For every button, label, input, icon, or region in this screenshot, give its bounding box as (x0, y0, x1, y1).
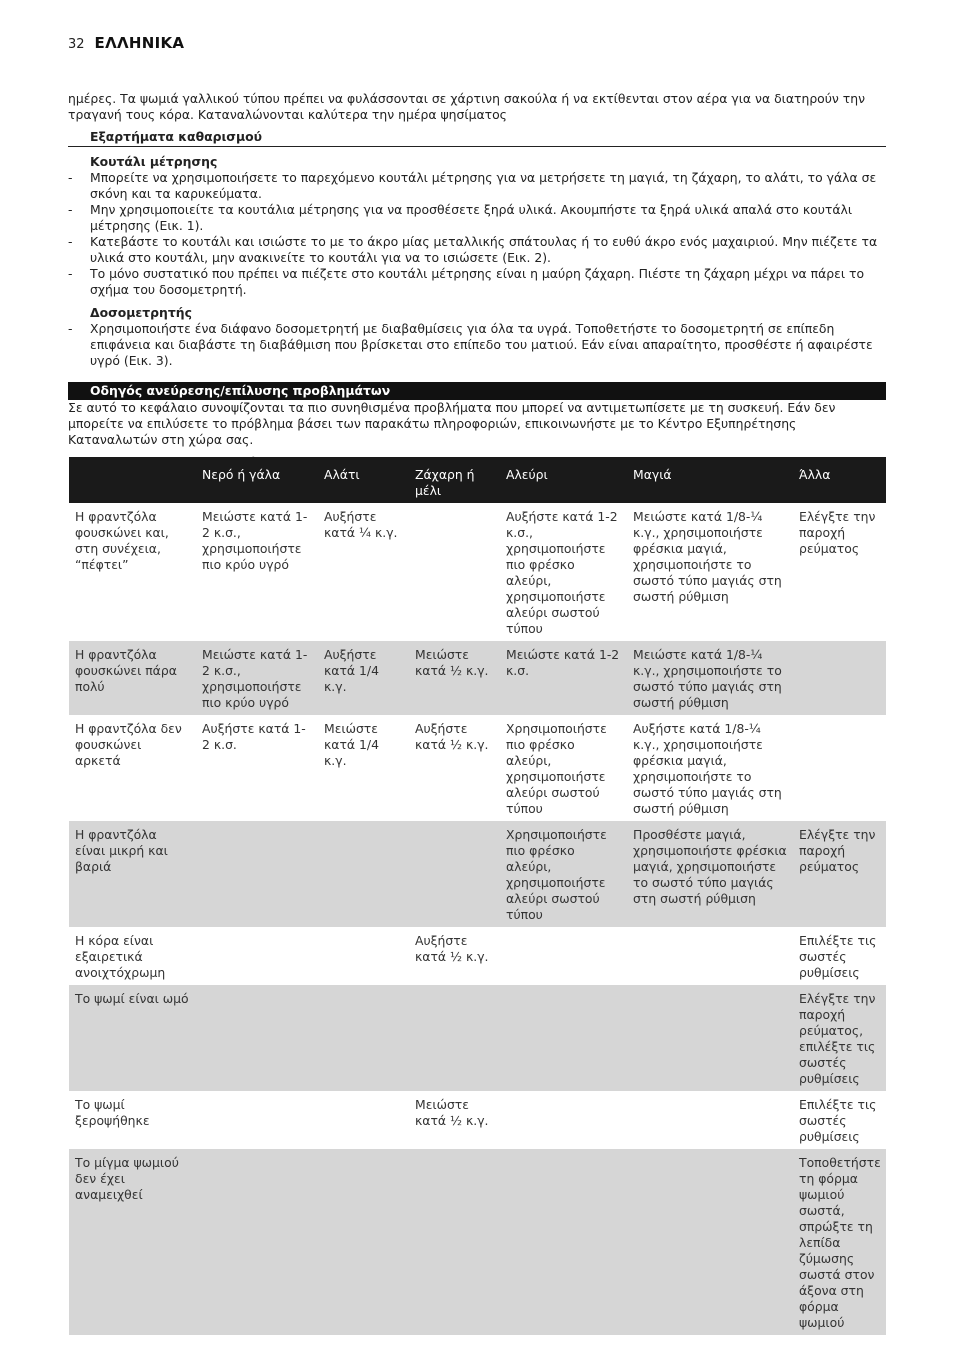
table-cell (318, 1091, 409, 1149)
table-cell: Μειώστε κατά 1-2 κ.σ., χρησιμοποιήστε πιο κρύο υγρό (202, 509, 308, 572)
table-cell: Προσθέστε μαγιά, χρησιμοποιήστε φρέσκια μαγιά, χρησιμοποιήστε το σωστό τύπο μαγιάς στη σωστή ρύθμιση (627, 821, 793, 927)
table-cell (627, 1091, 793, 1149)
document-body (68, 91, 886, 471)
table-row (69, 927, 886, 985)
cleaning-section-title: Εξαρτήματα καθαρισμού (68, 129, 886, 147)
table-cell (196, 927, 318, 985)
language-title: ΕΛΛΗΝΙΚΑ (94, 34, 185, 52)
table-cell: Μειώστε κατά 1/8-¼ κ.γ., χρησιμοποιήστε το σωστό τύπο μαγιάς στη σωστή ρύθμιση (627, 641, 793, 715)
list-item: - Μπορείτε να χρησιμοποιήσετε το παρεχόμενο κουτάλι μέτρησης για να μετρήσετε τη μαγιά, τη ζάχαρη, το αλάτι, το γάλα σε σκόνη και τα καρυκεύματα. (68, 170, 877, 201)
table-cell (793, 641, 886, 715)
table-cell: Αυξήστε κατά 1/4 κ.γ. (318, 641, 409, 715)
troubleshooting-section-title: Οδηγός ανεύρεσης/επίλυσης προβλημάτων (68, 382, 886, 400)
table-cell: Μειώστε κατά ½ κ.γ. (415, 1097, 489, 1128)
list-item: - Χρησιμοποιήστε ένα διάφανο δοσομετρητή με διαβαθμίσεις για όλα τα υγρά. Τοποθετήστε το δοσομετρητή σε επίπεδη επιφάνεια και διαβάστε τη διαβάθμιση που βρίσκεται στο επίπεδο του ματιού. Εάν είναι απαραίτητο, προσθέστε ή αφαιρέστε υγρό (Εικ. 3). (68, 321, 873, 368)
table-cell (627, 985, 793, 1091)
table-cell (500, 985, 627, 1091)
table-cell (500, 1149, 627, 1335)
page-header (68, 34, 184, 52)
table-cell: Επιλέξτε τις σωστές ρυθμίσεις (799, 933, 877, 980)
table-cell: Η φραντζόλα είναι μικρή και βαριά (69, 821, 196, 927)
table-cell: Το ψωμί είναι ωμό (69, 985, 196, 1091)
dispenser-list (68, 321, 886, 369)
table-cell (500, 927, 627, 985)
table-cell (196, 821, 318, 927)
list-item: - Μην χρησιμοποιείτε τα κουτάλια μέτρησης για να προσθέσετε ξηρά υλικά. Ακουμπήστε τα ξηρά υλικά απαλά στο κουτάλι μέτρησης (Εικ. 1). (68, 202, 853, 233)
table-cell: Αυξήστε κατά ½ κ.γ. (415, 721, 489, 752)
table-cell (409, 985, 500, 1091)
table-cell (409, 821, 500, 927)
table-cell: Επιλέξτε τις σωστές ρυθμίσεις (799, 1097, 877, 1144)
table-row (69, 1091, 886, 1149)
table-cell (793, 715, 886, 821)
troubleshooting-intro: Σε αυτό το κεφάλαιο συνοψίζονται τα πιο συνηθισμένα προβλήματα που μπορεί να αντιμετωπίσετε με τη συσκευή. Εάν δεν μπορείτε να επιλύσετε το πρόβλημα βάσει των παρακάτω πληροφοριών, επικοινωνήστε με το Κέντρο Εξυπηρέτησης Καταναλωτών στη χώρα σας. (68, 400, 836, 447)
table-cell: Αυξήστε κατά 1-2 κ.σ. (202, 721, 306, 752)
table-cell (409, 1149, 500, 1335)
table-cell: Μειώστε κατά 1-2 κ.σ., χρησιμοποιήστε πιο κρύο υγρό (196, 641, 318, 715)
column-header: Άλλα (793, 457, 886, 503)
list-item: - Κατεβάστε το κουτάλι και ισιώστε το με το άκρο μίας μεταλλικής σπάτουλας ή το ευθύ άκρο ενός μαχαιριού. Μην πιέζετε τα υλικά στο κουτάλι, μην ανακινείτε το κουτάλι για να το ισιώσετε (Εικ. 2). (68, 234, 878, 265)
table-cell: Η φραντζόλα φουσκώνει και, στη συνέχεια, “πέφτει” (75, 509, 169, 572)
table-row (69, 641, 886, 715)
column-header: Αλάτι (318, 457, 409, 503)
table-cell: Μειώστε κατά 1-2 κ.σ. (500, 641, 627, 715)
table-header-row (69, 457, 886, 503)
spoon-list (68, 170, 886, 298)
column-header (69, 457, 196, 503)
column-header: Αλεύρι (500, 457, 627, 503)
table-cell: Η φραντζόλα φουσκώνει πάρα πολύ (69, 641, 196, 715)
column-header: Ζάχαρη ή μέλι (409, 457, 500, 503)
troubleshooting-table (69, 457, 886, 1335)
table-cell: Αυξήστε κατά ½ κ.γ. (415, 933, 489, 964)
table-cell: Αυξήστε κατά 1/8-¼ κ.γ., χρησιμοποιήστε φρέσκια μαγιά, χρησιμοποιήστε το σωστό τύπο μαγιάς στη σωστή ρύθμιση (633, 721, 782, 816)
table-cell (196, 985, 318, 1091)
table-cell (318, 985, 409, 1091)
table-cell: Ελέγξτε την παροχή ρεύματος (793, 821, 886, 927)
table-cell (196, 1091, 318, 1149)
table-row (69, 985, 886, 1091)
list-item: - Το μόνο συστατικό που πρέπει να πιέζετε στο κουτάλι μέτρησης είναι η μαύρη ζάχαρη. Πιέστε τη ζάχαρη μέχρι να πάρει το σχήμα του δοσομετρητή. (68, 266, 865, 297)
table-cell: Η κόρα είναι εξαιρετικά ανοιχτόχρωμη (75, 933, 166, 980)
table-cell (318, 821, 409, 927)
table-cell (627, 927, 793, 985)
table-cell (627, 1149, 793, 1335)
intro-paragraph: ημέρες. Τα ψωμιά γαλλικού τύπου πρέπει να φυλάσσονται σε χάρτινη σακούλα ή να εκτίθενται στον αέρα για να διατηρούν την τραγανή τους κόρα. Καταναλώνονται καλύτερα την ημέρα ψησίματος (68, 91, 866, 122)
table-cell: Το ψωμί ξεροψήθηκε (75, 1097, 150, 1128)
table-cell (318, 927, 409, 985)
table-row (69, 503, 886, 641)
table-cell: Το μίγμα ψωμιού δεν έχει αναμειχθεί (69, 1149, 196, 1335)
table-cell (196, 1149, 318, 1335)
table-cell: Αυξήστε κατά ¼ κ.γ. (324, 509, 398, 540)
table-cell: Μειώστε κατά 1/4 κ.γ. (324, 721, 379, 768)
table-cell (409, 503, 500, 641)
spoon-subheading: Κουτάλι μέτρησης (90, 154, 218, 169)
table-row (69, 715, 886, 821)
table-cell: Τοποθετήστε τη φόρμα ψωμιού σωστά, σπρώξτε τη λεπίδα ζύμωσης σωστά στον άξονα στη φόρμα ψωμιού (793, 1149, 886, 1335)
table-cell: Χρησιμοποιήστε πιο φρέσκο αλεύρι, χρησιμοποιήστε αλεύρι σωστού τύπου (500, 821, 627, 927)
table-cell: Η φραντζόλα δεν φουσκώνει αρκετά (75, 721, 182, 768)
column-header: Μαγιά (627, 457, 793, 503)
page-number: 32 (68, 37, 85, 52)
dispenser-subheading: Δοσομετρητής (90, 305, 192, 320)
table-cell: Μειώστε κατά 1/8-¼ κ.γ., χρησιμοποιήστε φρέσκια μαγιά, χρησιμοποιήστε το σωστό τύπο μαγιάς στη σωστή ρύθμιση (633, 509, 782, 604)
table-cell: Αυξήστε κατά 1-2 κ.σ., χρησιμοποιήστε πιο φρέσκο αλεύρι, χρησιμοποιήστε αλεύρι σωστού τύπου (506, 509, 618, 636)
table-cell (500, 1091, 627, 1149)
table-cell: Χρησιμοποιήστε πιο φρέσκο αλεύρι, χρησιμοποιήστε αλεύρι σωστού τύπου (506, 721, 607, 816)
table-cell: Ελέγξτε την παροχή ρεύματος, επιλέξτε τις σωστές ρυθμίσεις (793, 985, 886, 1091)
table-cell (318, 1149, 409, 1335)
table-cell: Ελέγξτε την παροχή ρεύματος (799, 509, 876, 556)
table-row (69, 821, 886, 927)
column-header: Νερό ή γάλα (196, 457, 318, 503)
table-row (69, 1149, 886, 1335)
table-cell: Μειώστε κατά ½ κ.γ. (409, 641, 500, 715)
